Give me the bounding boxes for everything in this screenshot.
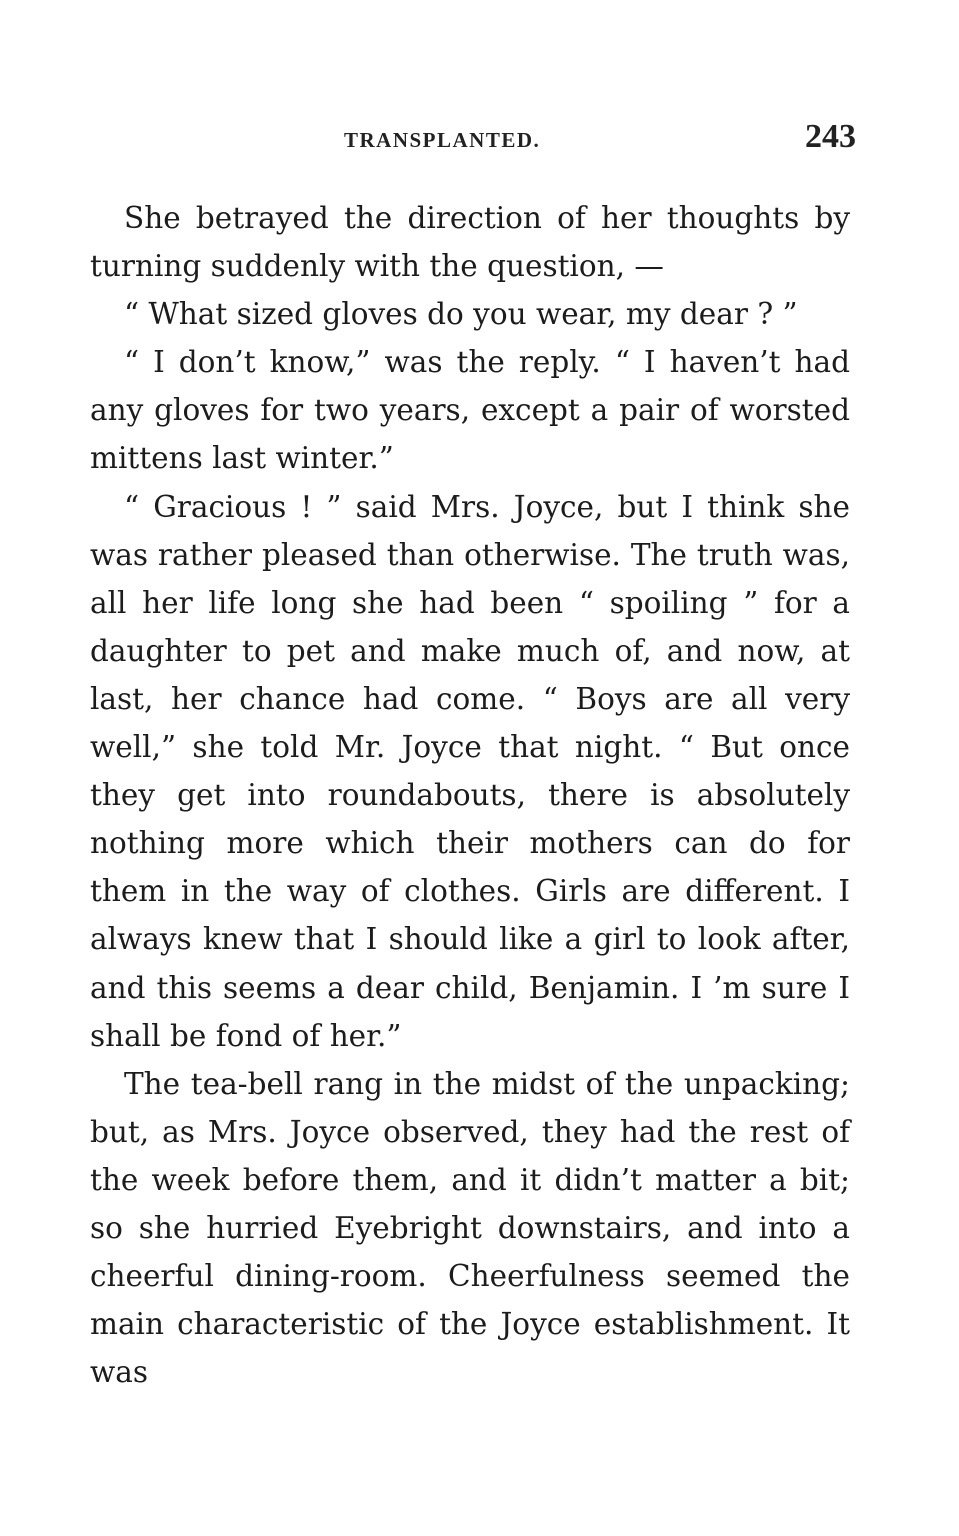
running-head xyxy=(90,118,860,158)
body-text xyxy=(90,194,850,1396)
paragraph: “ I don’t know,” was the reply. “ I haven’t had any gloves for two years, except a pair of worsted mittens last winter.” xyxy=(90,345,850,476)
running-title: TRANSPLANTED. xyxy=(344,128,541,152)
paragraph: “ Gracious ! ” said Mrs. Joyce, but I think she was rather pleased than otherwise. The truth was, all her life long she had been “ spoiling ” for a daughter to pet and make much of, and now, at last, her chance had come. “ Boys are all very well,” she told Mr. Joyce that night. “ But once they get into roundabouts, there is absolutely nothing more which their mothers can do for them in the way of clothes. Girls are different. I always knew that I should like a girl to look after, and this seems a dear child, Benjamin. I ’m sure I shall be fond of her.” xyxy=(90,489,850,1053)
page-number: 243 xyxy=(805,118,856,155)
paragraph: The tea-bell rang in the midst of the unpacking; but, as Mrs. Joyce observed, they had the rest of the week before them, and it didn’t matter a bit; so she hurried Eyebright downstairs, and into a cheerful dining-room. Cheerfulness seemed the main characteristic of the Joyce establishment. It was xyxy=(90,1066,850,1390)
paragraph: “ What sized gloves do you wear, my dear ? ” xyxy=(124,297,798,332)
paragraph: She betrayed the direction of her thoughts by turning suddenly with the question, — xyxy=(90,201,850,284)
